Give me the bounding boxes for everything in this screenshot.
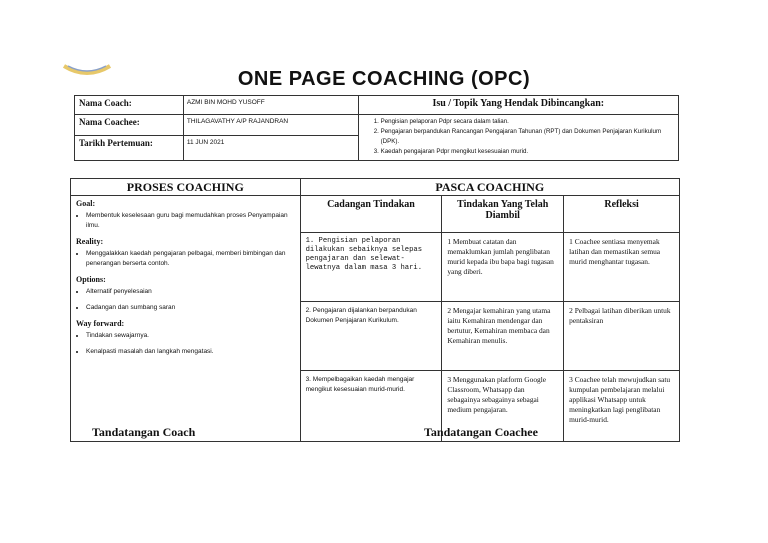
coach-signature-label: Tandatangan Coach [92, 425, 196, 439]
coachee-value: THILAGAVATHY A/P RAJANDRAN [183, 115, 358, 136]
isu-item: 1. Pengisian pelaporan Pdpr secara dalam talian. [381, 117, 678, 127]
header-table [74, 95, 679, 161]
cadangan-cell: 2. Pengajaran dijalankan berpandukan Dokumen Penjajaran Kurikulum. [300, 302, 442, 371]
pasca-heading: PASCA COACHING [300, 179, 679, 196]
column-header-refleksi: Refleksi [564, 196, 680, 233]
date-value: 11 JUN 2021 [183, 136, 358, 161]
way-forward-label: Way forward: [76, 319, 125, 328]
cadangan-cell: 1. Pengisian pelaporan dilakukan sebaiknya selepas pengajaran dan selewat-lewatnya dalam masa 3 hari. [300, 233, 442, 302]
tindakan-cell: 1 Membuat catatan dan memaklumkan jumlah penglibatan murid kepada ibu bapa bagi tugasan yang diberi. [442, 233, 564, 302]
page-title: ONE PAGE COACHING (OPC) [237, 68, 531, 90]
refleksi-cell: 1 Coachee sentiasa menyemak latihan dan memastikan semua murid menghantar tugasan. [564, 233, 680, 302]
isu-title: Isu / Topik Yang Hendak Dibincangkan: [358, 96, 678, 115]
refleksi-cell: 3 Coachee telah mewujudkan satu kumpulan pembelajaran melalui applikasi Whatsapp untuk meningkatkan lagi penglibatan murid-murid. [564, 371, 680, 442]
way-forward-item: • Tindakan sewajarnya. [86, 331, 295, 341]
options-item: • Cadangan dan sumbang saran [86, 303, 295, 313]
isu-list-cell [358, 115, 678, 161]
coaching-table [70, 178, 680, 442]
refleksi-cell: 2 Pelbagai latihan diberikan untuk pentaksiran [564, 302, 680, 371]
isu-list [359, 117, 678, 157]
column-header-cadangan: Cadangan Tindakan [300, 196, 442, 233]
tindakan-cell: 3 Menggunakan platform Google Classroom, Whatsapp dan sebagainya sebagainya sebagai medium pengajaran. [442, 371, 564, 442]
coachee-label: Nama Coachee: [75, 115, 184, 136]
options-item: • Alternatif penyelesaian [86, 287, 295, 297]
goal-item: • Membentuk keselesaan guru bagi memudahkan proses Penyampaian ilmu. [86, 211, 295, 231]
cadangan-cell: 3. Mempelbagaikan kaedah mengajar mengikut kesesuaian murid-murid. [300, 371, 442, 442]
column-header-tindakan: Tindakan Yang Telah Diambil [442, 196, 564, 233]
isu-item: 2. Pengajaran berpandukan Rancangan Pengajaran Tahunan (RPT) dan Dokumen Penjajaran Kurikulum (DPK). [381, 127, 678, 147]
way-forward-item: • Kenalpasti masalah dan langkah mengatasi. [86, 347, 295, 357]
proses-heading: PROSES COACHING [71, 179, 301, 196]
reality-label: Reality: [76, 237, 104, 246]
date-label: Tarikh Pertemuan: [75, 136, 184, 161]
coach-label: Nama Coach: [75, 96, 184, 115]
reality-item: • Menggalakkan kaedah pengajaran pelbagai, memberi bimbingan dan penerangan berserta contoh. [86, 249, 295, 269]
proses-content [71, 196, 301, 442]
options-label: Options: [76, 275, 106, 284]
coachee-signature-label: Tandatangan Coachee [424, 425, 538, 439]
tindakan-cell: 2 Mengajar kemahiran yang utama iaitu Kemahiran mendengar dan bertutur, Kemahiran membaca dan Kemahiran menulis. [442, 302, 564, 371]
goal-label: Goal: [76, 199, 96, 208]
coach-value: AZMI BIN MOHD YUSOFF [183, 96, 358, 115]
isu-item: 3. Kaedah pengajaran Pdpr mengikut kesesuaian murid. [381, 147, 678, 157]
